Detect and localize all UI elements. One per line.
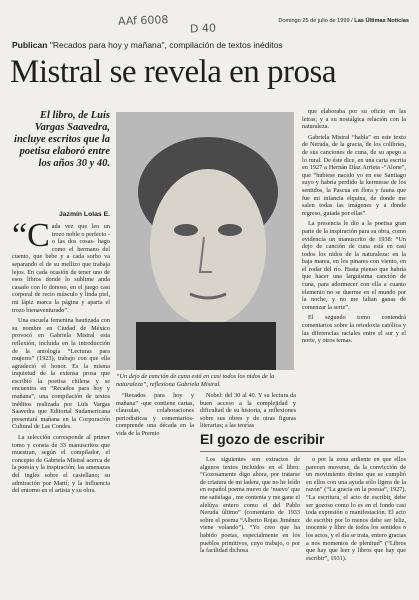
dek: El libro, de Luis Vargas Saavedra, incluye escritos que la poetisa elaboró entre los años 30 y 40.	[14, 110, 110, 169]
box-right-text: o por la zona ardiente en que ellos parecen moverse, da la convicción de un movimiento divino que se cumplió en ellos con una ayuda sólo ligera de la razón” (“La gracia en la poesía”, 1927). “La escritura, el acto de escribir, debe ser gozoso como lo es en el fondo casi toda expresión o manifestación. El acto de escribir por lo menos debe ser feliz, inocente y libre de todos los sentidos o los actos, y el día se trata, entero gracias a nos momentos de plenitud” (“Libros que hay que leer y libros que hay que escribir”, 1931).	[306, 456, 406, 562]
headline: Mistral se revela en prosa	[10, 54, 337, 90]
col1-body: Una escuela femenina bautizada con su nombre en Ciudad de México provocó en Gabriela Mistral esta reflexión, incluida en la introducción de la antología “Lecturas para mujeres” (1923), trabajo con que ella agradeció el honor. Es la misma inquietud de la extensa prosa que escribió la poetisa chilena y se encuentra en “Recados para hoy y mañana”, una compilación de textos inéditos realizada por Luis Vargas Saavedra que Editorial Sudamericana presentará mañana en la Corporación Cultural de Las Condes.	[12, 317, 110, 431]
box-column-left	[200, 456, 300, 594]
kicker-text: "Recados para hoy y mañana", compilación de textos inéditos	[49, 40, 283, 50]
kicker-lead: Publican	[12, 40, 48, 50]
drop-cap: “C	[12, 223, 50, 254]
handwritten-code: AAf 6008	[117, 13, 169, 28]
box-column-right	[306, 456, 406, 594]
portrait-illustration	[116, 112, 294, 370]
col3-body: Nobel: del 30 al 40. Y su lectura da buen acceso a la complejidad y dificultad de su historia, a reflexiones sobre sus obres y de otras figuras literarias; a las teorías	[200, 392, 296, 428]
header-dateline: Domingo 25 de julio de 1999 / Las Últimas Noticias	[278, 18, 409, 24]
handwritten-note: D 40	[189, 21, 217, 36]
col4-fourth: El segundo tomo contendrá comentarios sobre la ortodoxia católica y las diferencias raciales entre el sur y el norte, y otros temas.	[302, 314, 406, 345]
box-title: El gozo de escribir	[200, 431, 325, 447]
column-4	[302, 108, 406, 428]
column-3	[200, 392, 296, 428]
col4-third: La presencia le dio a la poetisa gran parte de la inspiración para su obra, como evidencia un manuscrito de 1938: “Un dejo de canción de cuna está en casi todos los nidos de la naturaleza: en la baja marea, en los pinares con viento, en el rodar del río. Hasta pienso que habría que hacer una larguísima canción de cuna, para adormecer con ella a cuanto elemento no se duerme en el mundo por la noche, y no me faltan ganas de comenzar la serie”.	[302, 220, 406, 311]
col4-body: que elaboraba por su oficio en las letras; y a su nostálgica relación con la naturaleza.	[302, 108, 406, 131]
kicker	[12, 40, 283, 50]
portrait-photo	[116, 112, 294, 370]
byline: Jazmín Lolas E.	[59, 211, 110, 218]
header-paper: Las Últimas Noticias	[354, 18, 409, 24]
col4-more: Gabriela Mistral “habla” en este texto de Neruda, de la gracia, de los colibríes, de sus canciones de cuna, de su apego a lo rural. De éste dice, en una carta escrita en 1927 a Hernán Díaz Arrieta -“Alone”, que “hubiese nacido yo en ese Santiago suyo y habría perdido la kermesse de los sentidos, la Pascua en flora y fauna que fue mi infancia elquina, de donde me salen todas las imágenes y a donde regreso, guiada por ellas”.	[302, 133, 406, 217]
box-left-text: Los siguientes son extractos de algunos textos incluidos en el libro: “Gozosamente digo ahora, por tratarse de criatura de mi ladera, que no he leído en español poema nuevo de ‘nuevo’ que me satisfaga , me contenta y me gane el alelúya entero como el del Pablo Neruda último” (comentario de 1933 sobre el poema “Alberto Rojas Jiménez viene volando”). “Yo creo que ha habido poetas, especialmente en los pueblos primitivos, cuyo trabajo, o por la facilidad dichosa	[200, 456, 300, 555]
box-rule	[200, 451, 404, 452]
column-1	[12, 223, 110, 591]
col2-body: “Recados para hoy y mañana” -que contiene cartas, cláusulas, colaboraciones periodísticas y comentarios- comprende una década en la vida de la Premio	[116, 392, 194, 437]
col1-lead: ada vez que leo un trozo noble o perfecto -o las dos cosas- hago como el hermano del cuento, que bebe y a cada sorbo va separando el de su mellizo que trabaja lejos. En cada ocasión de tener uno de esos libros donde lo sublime anda casado con lo donoso, en el juego casi corporal de recio músculo y linda piel, mi lápiz marca la página y aparta el trozo bienaventurado”.	[12, 223, 110, 314]
photo-caption: “Un dejo de canción de cuna está en casi todos los nidos de la naturaleza”, reflexiona Gabriela Mistral.	[116, 373, 275, 388]
column-2	[116, 392, 194, 450]
col1-tail: La selección corresponde al primer tomo y consta de 33 manuscritos que muestran, según el compilador, el concepto de Gabriela Mistral acerca de la poesía y la inspiración; las amenazas del inglés sobre el castellano; su admiración por Martí; y la influencia del entorno en el artista y su obra.	[12, 434, 110, 495]
header-date: Domingo 25 de julio de 1999	[278, 18, 350, 24]
